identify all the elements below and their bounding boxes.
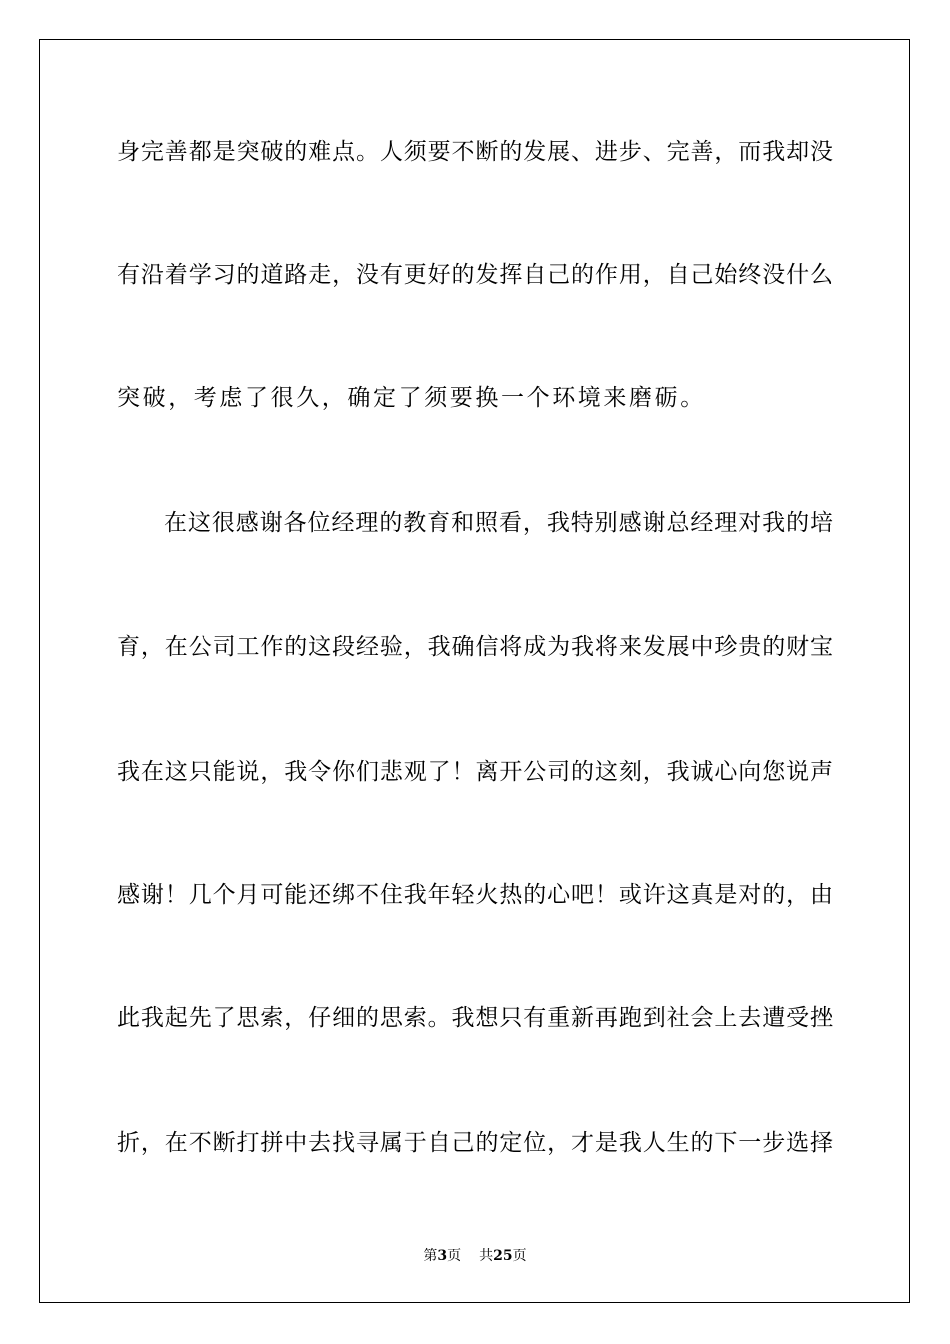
- total-suffix: 页: [512, 1248, 527, 1264]
- text-line-2: 有沿着学习的道路走，没有更好的发挥自己的作用，自己始终没什么: [117, 262, 833, 288]
- text-line-1: 身完善都是突破的难点。人须要不断的发展、进步、完善，而我却没: [117, 139, 833, 165]
- text-line-3: 突破，考虑了很久，确定了须要换一个环境来磨砺。: [117, 385, 706, 411]
- text-line-6: 我在这只能说，我令你们悲观了！离开公司的这刻，我诚心向您说声: [117, 759, 833, 785]
- text-line-5: 育，在公司工作的这段经验，我确信将成为我将来发展中珍贵的财宝: [117, 634, 833, 660]
- text-line-8: 此我起先了思索，仔细的思索。我想只有重新再跑到社会上去遭受挫: [117, 1005, 833, 1031]
- text-line-4: 在这很感谢各位经理的教育和照看，我特别感谢总经理对我的培: [164, 510, 833, 536]
- total-pages: 25: [493, 1248, 513, 1264]
- page-footer: [0, 1247, 950, 1265]
- text-line-7: 感谢！几个月可能还绑不住我年轻火热的心吧！或许这真是对的，由: [117, 882, 833, 908]
- page-prefix: 第: [423, 1248, 438, 1264]
- page-border: [39, 39, 910, 1303]
- total-prefix: 共: [479, 1248, 494, 1264]
- page-number: 3: [437, 1248, 448, 1264]
- text-line-9: 折，在不断打拼中去找寻属于自己的定位，才是我人生的下一步选择: [117, 1130, 833, 1156]
- page-suffix: 页: [447, 1248, 462, 1264]
